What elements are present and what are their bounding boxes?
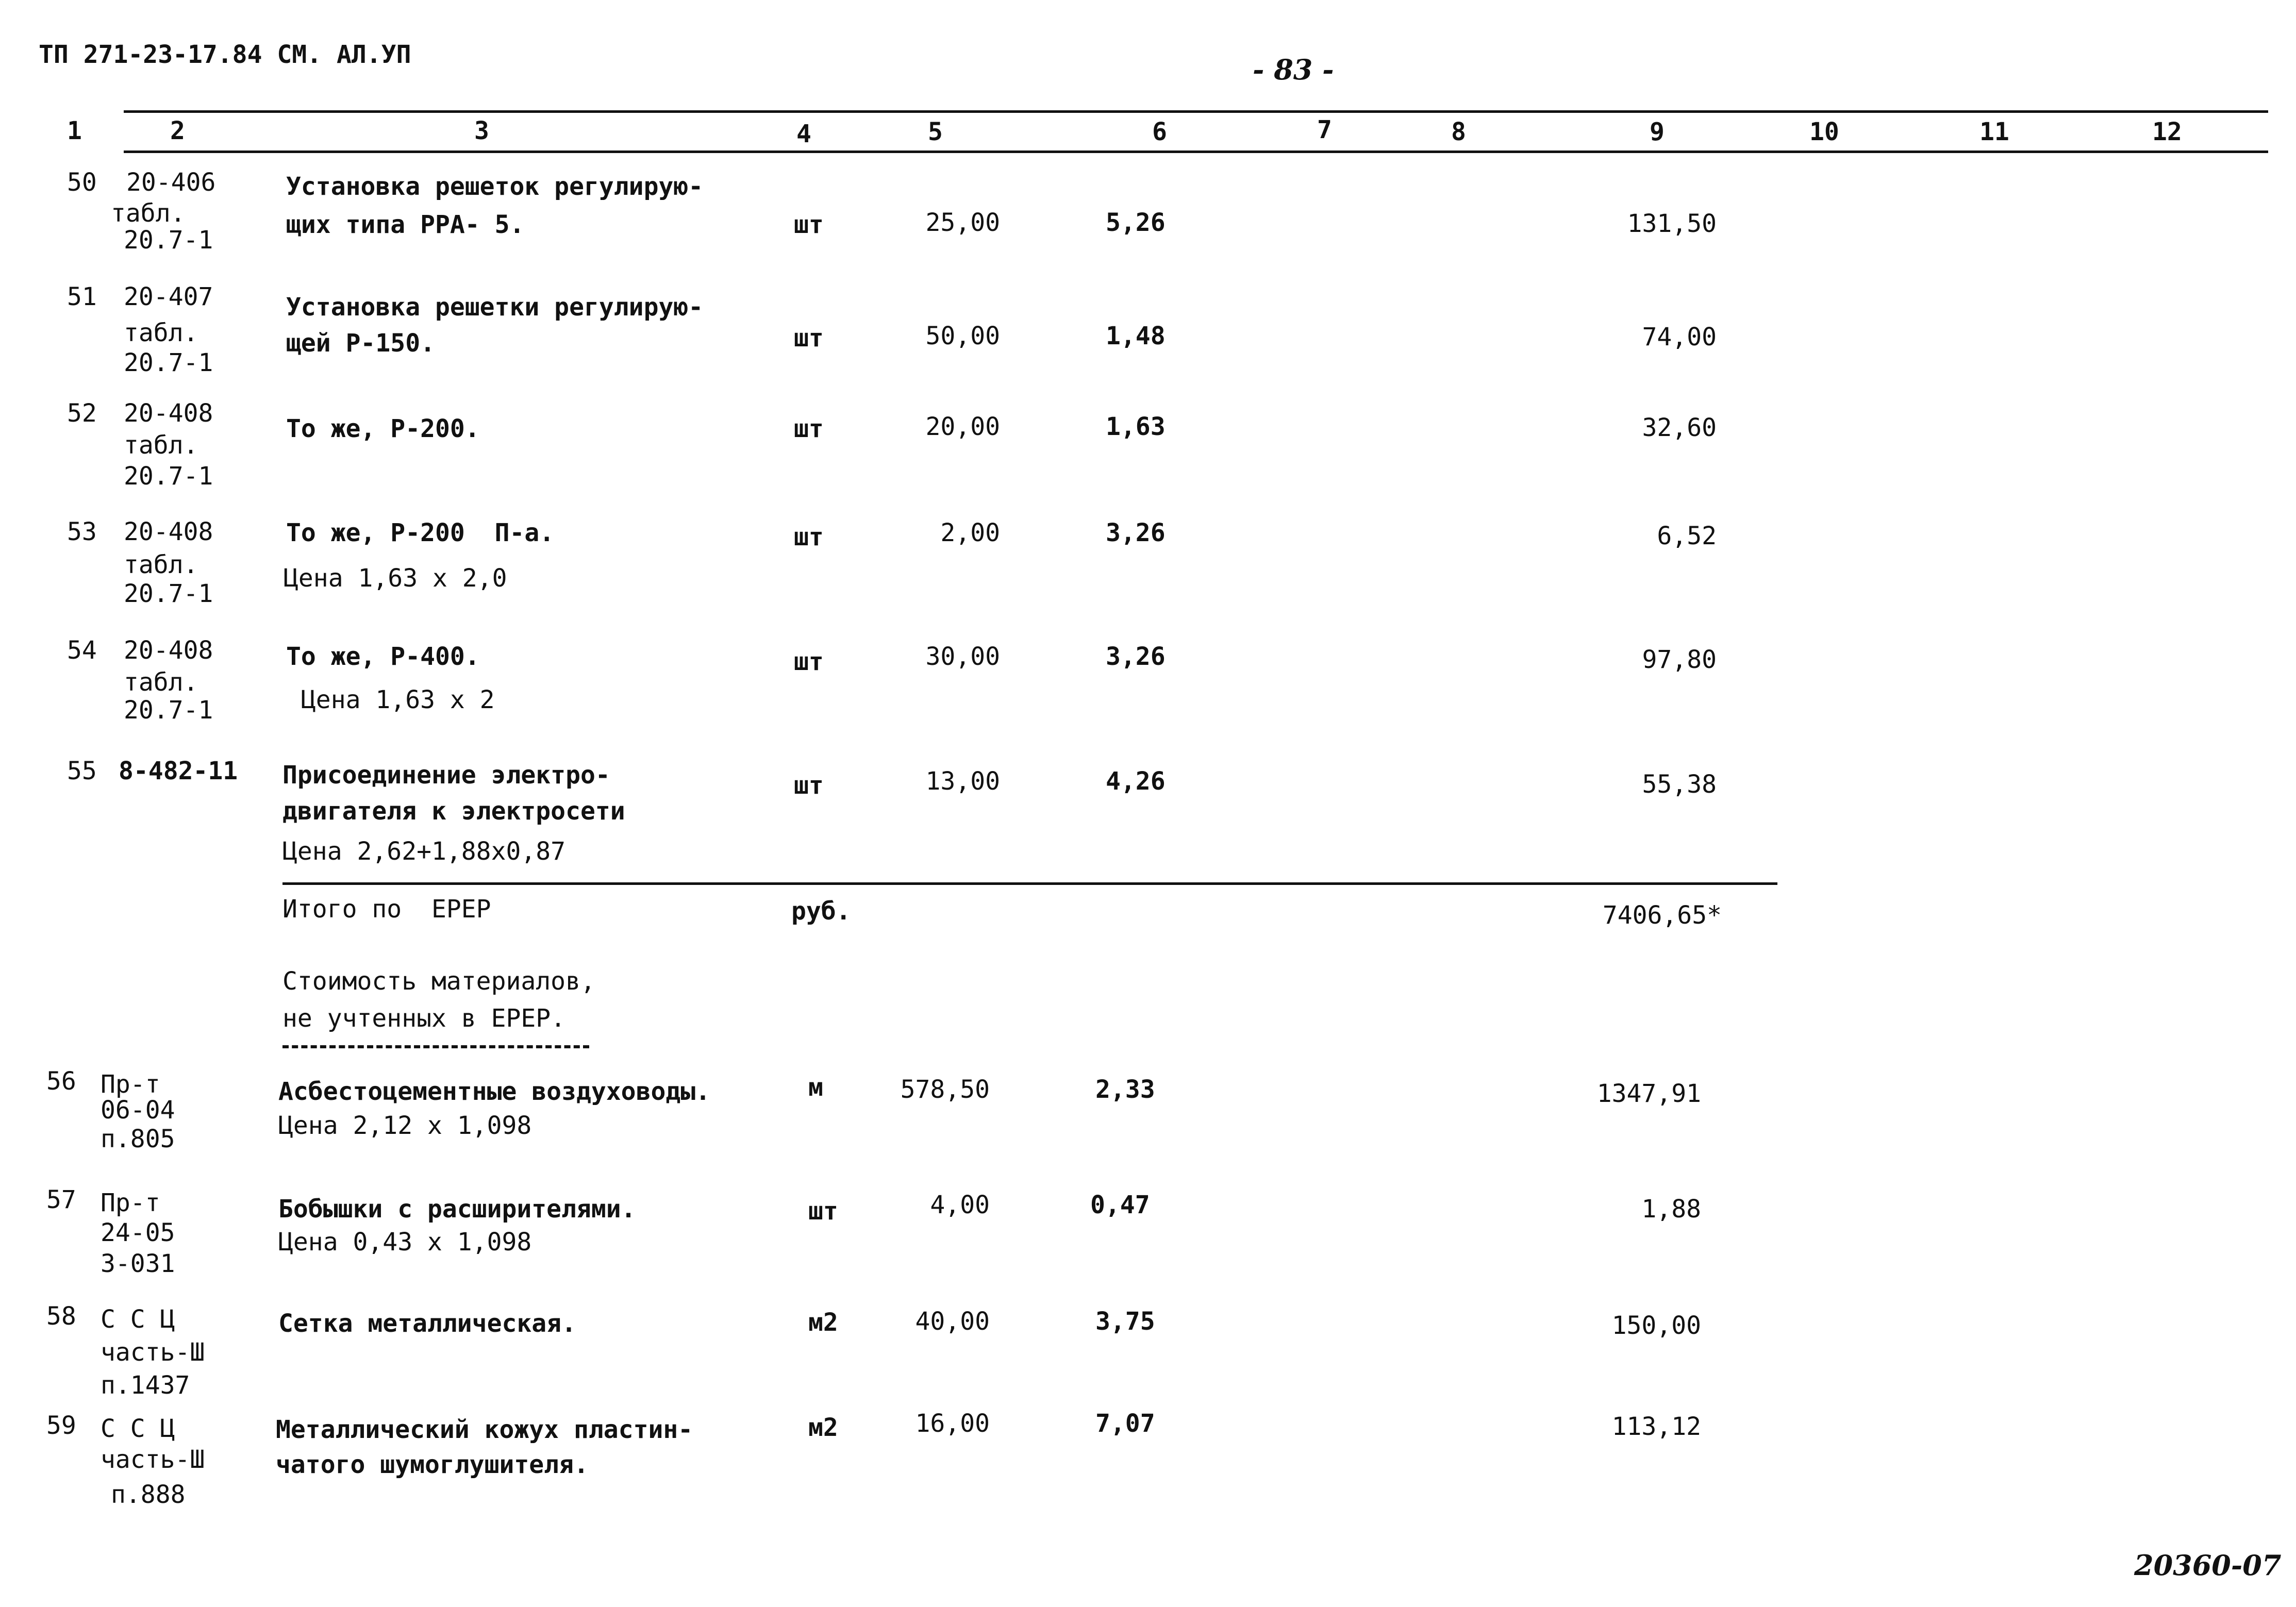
row-code: табл. [124,319,198,347]
row-number: 57 [46,1185,76,1214]
row-number: 54 [67,636,97,665]
subtotal-unit: руб. [791,897,851,926]
row-unit: шт [794,414,824,443]
row-code: С С Ц [101,1305,175,1334]
column-header-7: 7 [1317,115,1332,144]
row-code: табл. [124,431,198,460]
row-code: 20-408 [124,636,213,665]
row-code: Пр-т [101,1070,160,1099]
row-number: 59 [46,1411,76,1440]
row-total: 1,88 [1641,1195,1701,1224]
subtotal-total: 7406,65* [1602,901,1722,930]
row-unit: м2 [808,1413,838,1442]
row-description: Установка решетки регулирую- [286,293,704,322]
row-quantity: 20,00 [925,412,1000,441]
column-header-11: 11 [1979,118,2009,146]
row-code: п.1437 [101,1371,190,1400]
materials-heading: не учтенных в ЕРЕР. [282,1004,566,1033]
column-header-9: 9 [1650,118,1665,146]
row-code: часть-Ш [101,1445,205,1474]
column-header-3: 3 [474,116,489,145]
row-unit: шт [794,324,824,353]
row-total: 6,52 [1657,522,1717,550]
row-code: 20.7-1 [124,696,213,725]
row-unit-price: 3,26 [1106,518,1166,547]
row-description: Цена 1,63 х 2,0 [284,564,507,593]
row-unit-price: 0,47 [1090,1191,1150,1219]
column-header-12: 12 [2152,118,2182,146]
table-top-rule [124,110,2268,113]
row-description: Металлический кожух пластин- [276,1415,693,1444]
row-unit: шт [808,1197,838,1226]
row-description: Присоединение электро- [282,761,610,790]
row-number: 58 [46,1302,76,1331]
row-code: 20.7-1 [124,462,213,491]
archive-number: 20360-07 [2134,1549,2282,1582]
row-code: 20.7-1 [124,226,213,255]
row-quantity: 578,50 [900,1075,990,1104]
row-code: 20-407 [124,282,213,311]
row-quantity: 2,00 [940,518,1000,547]
row-code: 20-408 [124,399,213,428]
row-code: 20.7-1 [124,579,213,608]
row-quantity: 4,00 [930,1191,990,1219]
column-header-6: 6 [1152,118,1167,146]
materials-heading-underline [282,1045,589,1048]
row-code: табл. [124,550,198,579]
row-description: То же, Р-200 П-а. [286,518,555,547]
row-total: 113,12 [1611,1412,1701,1441]
subtotal-label: Итого по ЕРЕР [282,895,491,924]
row-description: Сетка металлическая. [278,1309,576,1338]
row-description: чатого шумоглушителя. [276,1450,589,1479]
column-header-2: 2 [170,116,185,145]
row-description: щей Р-150. [286,329,435,358]
row-unit-price: 4,26 [1106,767,1166,796]
row-code: табл. [124,668,198,697]
row-total: 32,60 [1642,413,1717,442]
row-unit-price: 7,07 [1095,1409,1155,1438]
row-description: Цена 0,43 х 1,098 [278,1228,532,1257]
row-total: 97,80 [1642,645,1717,674]
row-quantity: 40,00 [915,1307,990,1336]
row-unit: шт [794,210,824,239]
row-code: 3-031 [101,1249,175,1278]
row-unit: шт [794,523,824,551]
column-header-5: 5 [928,118,943,146]
materials-heading: Стоимость материалов, [282,967,595,996]
row-total: 55,38 [1642,770,1717,799]
row-code: п.888 [111,1480,186,1509]
row-number: 56 [46,1067,76,1096]
row-code: часть-Ш [101,1338,205,1367]
row-unit: шт [794,647,824,676]
row-unit-price: 5,26 [1106,208,1166,237]
column-header-8: 8 [1451,118,1466,146]
row-quantity: 30,00 [925,642,1000,671]
row-unit-price: 1,63 [1106,412,1166,441]
row-unit-price: 3,75 [1095,1307,1155,1336]
row-quantity: 13,00 [925,767,1000,796]
column-header-10: 10 [1809,118,1839,146]
row-code: Пр-т [101,1188,160,1217]
table-header-rule [124,150,2268,153]
row-code: 20-406 [126,168,216,197]
subtotal-rule [282,882,1777,885]
row-number: 50 [67,168,97,197]
row-code: 06-04 [101,1096,175,1125]
row-description: Асбестоцементные воздуховоды. [278,1077,711,1106]
document-code: ТП 271-23-17.84 СМ. АЛ.УП [39,40,411,69]
column-header-4: 4 [796,120,811,148]
row-number: 53 [67,517,97,546]
row-description: Цена 2,12 х 1,098 [278,1111,532,1140]
column-header-1: 1 [67,116,82,145]
row-total: 131,50 [1627,209,1717,238]
row-description: двигателя к электросети [282,797,625,826]
row-unit-price: 3,26 [1106,642,1166,671]
row-total: 150,00 [1611,1311,1701,1340]
row-unit: м [808,1073,823,1102]
row-code: 24-05 [101,1218,175,1247]
row-unit: шт [794,771,824,800]
row-description: То же, Р-200. [286,414,480,443]
row-unit: м2 [808,1308,838,1337]
row-code: п.805 [101,1125,175,1153]
row-code: 20-408 [124,517,213,546]
row-number: 51 [67,282,97,311]
row-code: табл. [111,199,186,228]
row-number: 55 [67,757,97,785]
page-number: - 83 - [1253,53,1334,86]
row-unit-price: 1,48 [1106,322,1166,350]
row-description: Бобышки с расширителями. [278,1195,636,1224]
row-code: 20.7-1 [124,348,213,377]
row-description: То же, Р-400. [286,642,480,671]
row-description: Цена 2,62+1,88х0,87 [282,837,566,866]
row-code: 8-482-11 [119,757,238,785]
row-total: 1347,91 [1596,1079,1701,1108]
row-total: 74,00 [1642,323,1717,351]
row-unit-price: 2,33 [1095,1075,1155,1104]
row-description: Установка решеток регулирую- [286,172,704,201]
row-quantity: 16,00 [915,1409,990,1438]
row-quantity: 25,00 [925,208,1000,237]
row-code: С С Ц [101,1414,175,1443]
row-description: щих типа РРА- 5. [286,210,525,239]
row-description: Цена 1,63 х 2 [286,685,495,714]
row-quantity: 50,00 [925,322,1000,350]
row-number: 52 [67,399,97,428]
